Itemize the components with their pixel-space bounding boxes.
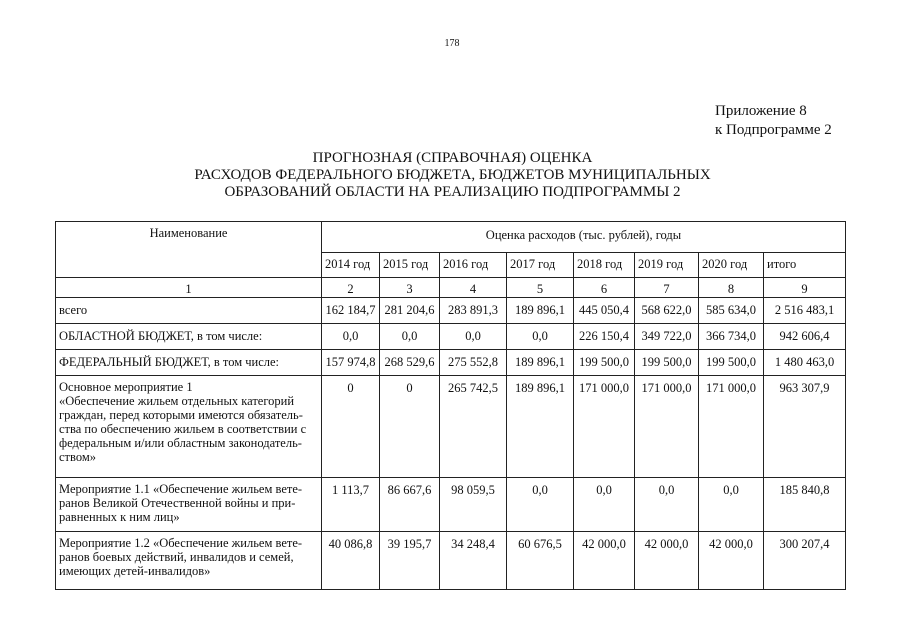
cell-value: 366 734,0 xyxy=(699,324,764,350)
cell-value: 189 896,1 xyxy=(507,350,574,376)
column-number: 2 xyxy=(322,278,380,298)
cell-value: 98 059,5 xyxy=(440,478,507,532)
title-line-2: РАСХОДОВ ФЕДЕРАЛЬНОГО БЮДЖЕТА, БЮДЖЕТОВ МУНИЦИПАЛЬНЫХ xyxy=(194,167,711,183)
header-year: 2019 год xyxy=(635,253,699,278)
cell-value: 171 000,0 xyxy=(699,376,764,478)
cell-value: 1 113,7 xyxy=(322,478,380,532)
cell-value: 60 676,5 xyxy=(507,532,574,590)
header-year: 2014 год xyxy=(322,253,380,278)
cell-value: 963 307,9 xyxy=(764,376,846,478)
row-label-line: Основное мероприятие 1 xyxy=(59,380,193,394)
cell-value: 39 195,7 xyxy=(380,532,440,590)
document-title xyxy=(0,150,905,201)
row-label: всего xyxy=(56,298,322,324)
header-year: 2016 год xyxy=(440,253,507,278)
cell-value: 283 891,3 xyxy=(440,298,507,324)
cell-value: 189 896,1 xyxy=(507,298,574,324)
row-label-line: Мероприятие 1.2 «Обеспечение жильем вете- xyxy=(59,536,303,550)
cell-value: 2 516 483,1 xyxy=(764,298,846,324)
cell-value: 0,0 xyxy=(699,478,764,532)
column-number: 8 xyxy=(699,278,764,298)
table-row xyxy=(56,376,846,478)
cell-value: 0,0 xyxy=(507,478,574,532)
column-number: 4 xyxy=(440,278,507,298)
table-row xyxy=(56,298,846,324)
cell-value: 0,0 xyxy=(574,478,635,532)
header-total: итого xyxy=(764,253,846,278)
cell-value: 0,0 xyxy=(322,324,380,350)
column-number: 6 xyxy=(574,278,635,298)
cell-value: 199 500,0 xyxy=(574,350,635,376)
expenditure-table xyxy=(55,221,846,590)
cell-value: 942 606,4 xyxy=(764,324,846,350)
header-year: 2018 год xyxy=(574,253,635,278)
cell-value: 300 207,4 xyxy=(764,532,846,590)
cell-value: 0,0 xyxy=(507,324,574,350)
cell-value: 0 xyxy=(322,376,380,478)
title-line-3: ОБРАЗОВАНИЙ ОБЛАСТИ НА РЕАЛИЗАЦИЮ ПОДПРОГРАММЫ 2 xyxy=(224,184,681,200)
header-name: Наименование xyxy=(56,222,322,278)
column-number: 3 xyxy=(380,278,440,298)
cell-value: 86 667,6 xyxy=(380,478,440,532)
cell-value: 189 896,1 xyxy=(507,376,574,478)
cell-value: 42 000,0 xyxy=(635,532,699,590)
cell-value: 445 050,4 xyxy=(574,298,635,324)
cell-value: 226 150,4 xyxy=(574,324,635,350)
row-label: ФЕДЕРАЛЬНЫЙ БЮДЖЕТ, в том числе: xyxy=(56,350,322,376)
row-label: ОБЛАСТНОЙ БЮДЖЕТ, в том числе: xyxy=(56,324,322,350)
header-year: 2020 год xyxy=(699,253,764,278)
row-label-line: ранов Великой Отечественной войны и при- xyxy=(59,496,296,510)
appendix-line-2: к Подпрограмме 2 xyxy=(715,122,832,138)
cell-value: 568 622,0 xyxy=(635,298,699,324)
row-label xyxy=(56,376,322,478)
header-year: 2015 год xyxy=(380,253,440,278)
cell-value: 42 000,0 xyxy=(574,532,635,590)
cell-value: 185 840,8 xyxy=(764,478,846,532)
row-label-line: Мероприятие 1.1 «Обеспечение жильем вете- xyxy=(59,482,303,496)
cell-value: 171 000,0 xyxy=(635,376,699,478)
cell-value: 42 000,0 xyxy=(699,532,764,590)
column-number: 1 xyxy=(56,278,322,298)
table-row xyxy=(56,350,846,376)
table-row xyxy=(56,478,846,532)
cell-value: 0,0 xyxy=(380,324,440,350)
row-label-line: федеральным и/или областным законодатель- xyxy=(59,436,302,450)
row-label xyxy=(56,478,322,532)
cell-value: 585 634,0 xyxy=(699,298,764,324)
page-number: 178 xyxy=(444,38,460,49)
row-label-line: ранов боевых действий, инвалидов и семей, xyxy=(59,550,294,564)
cell-value: 265 742,5 xyxy=(440,376,507,478)
column-number-row xyxy=(56,278,846,298)
cell-value: 171 000,0 xyxy=(574,376,635,478)
appendix-line-1: Приложение 8 xyxy=(715,103,807,119)
cell-value: 281 204,6 xyxy=(380,298,440,324)
appendix-note xyxy=(715,102,832,140)
row-label-line: граждан, перед которыми имеются обязатель- xyxy=(59,408,303,422)
table-row xyxy=(56,532,846,590)
header-year: 2017 год xyxy=(507,253,574,278)
cell-value: 0 xyxy=(380,376,440,478)
cell-value: 268 529,6 xyxy=(380,350,440,376)
cell-value: 157 974,8 xyxy=(322,350,380,376)
row-label-line: «Обеспечение жильем отдельных категорий xyxy=(59,394,295,408)
table-row xyxy=(56,324,846,350)
cell-value: 40 086,8 xyxy=(322,532,380,590)
title-line-1: ПРОГНОЗНАЯ (СПРАВОЧНАЯ) ОЦЕНКА xyxy=(312,150,593,166)
row-label-line: ства по обеспечению жильем в соответствии с xyxy=(59,422,307,436)
cell-value: 199 500,0 xyxy=(635,350,699,376)
row-label-line: ством» xyxy=(59,450,96,464)
cell-value: 0,0 xyxy=(635,478,699,532)
row-label xyxy=(56,532,322,590)
row-label-line: имеющих детей-инвалидов» xyxy=(59,564,211,578)
cell-value: 199 500,0 xyxy=(699,350,764,376)
header-estimate: Оценка расходов (тыс. рублей), годы xyxy=(322,222,846,253)
cell-value: 0,0 xyxy=(440,324,507,350)
cell-value: 349 722,0 xyxy=(635,324,699,350)
row-label-line: равненных к ним лиц» xyxy=(59,510,180,524)
column-number: 5 xyxy=(507,278,574,298)
cell-value: 275 552,8 xyxy=(440,350,507,376)
cell-value: 1 480 463,0 xyxy=(764,350,846,376)
column-number: 7 xyxy=(635,278,699,298)
column-number: 9 xyxy=(764,278,846,298)
cell-value: 34 248,4 xyxy=(440,532,507,590)
cell-value: 162 184,7 xyxy=(322,298,380,324)
